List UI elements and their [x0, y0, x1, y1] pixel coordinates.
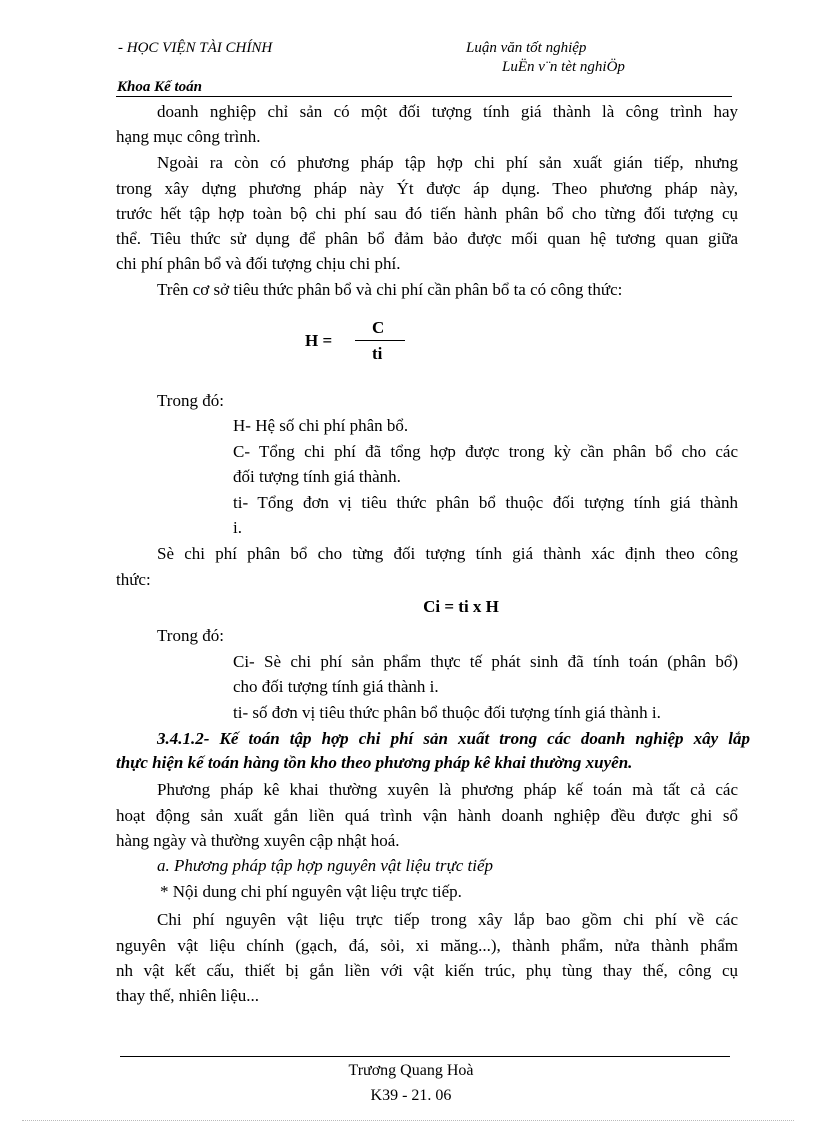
formula-ci: Ci = ti x H	[423, 597, 499, 616]
body-line: thay thế, nhiên liệu...	[116, 986, 260, 1005]
body-line: hạng mục công trình.	[116, 127, 261, 146]
body-line: Ci- Sè chi phí sản phẩm thực tế phát sinh đã tính toán (phân bổ)	[233, 652, 738, 671]
subheading: a. Phương pháp tập hợp nguyên vật liệu trực tiếp	[157, 856, 494, 875]
formula-h-lhs: H =	[305, 331, 333, 350]
header-doc-type: Luận văn tốt nghiệp	[466, 40, 587, 56]
body-line: ti- Tổng đơn vị tiêu thức phân bổ thuộc đối tượng tính giá thành	[233, 493, 738, 512]
body-line: Trên cơ sở tiêu thức phân bổ và chi phí cần phân bổ ta có công thức:	[157, 280, 623, 299]
body-line: nguyên vật liệu chính (gạch, đá, sỏi, xi măng...), thành phẩm, nửa thành phẩm	[116, 936, 738, 955]
body-line: Sè chi phí phân bổ cho từng đối tượng tính giá thành xác định theo công	[157, 544, 738, 563]
body-line: thức:	[116, 570, 151, 589]
body-line: trước hết tập hợp toàn bộ chi phí sau đó tiến hành phân bổ cho từng đối tượng cụ	[116, 204, 738, 223]
header-doc-type-garbled: LuËn v¨n tèt nghiÖp	[502, 59, 625, 75]
body-line: Phương pháp kê khai thường xuyên là phương pháp kế toán mà tất cả các	[157, 780, 738, 799]
section-heading: thực hiện kế toán hàng tồn kho theo phương pháp kê khai thường xuyên.	[116, 753, 633, 772]
page-bottom-border	[22, 1120, 794, 1121]
body-line: * Nội dung chi phí nguyên vật liệu trực tiếp.	[160, 882, 462, 901]
body-line: hoạt động sản xuất gắn liền quá trình vận hành doanh nghiệp đều được ghi sổ	[116, 806, 738, 825]
body-line: ti- số đơn vị tiêu thức phân bổ thuộc đối tượng tính giá thành i.	[233, 703, 661, 722]
body-line: chi phí phân bổ và đối tượng chịu chi phí.	[116, 254, 401, 273]
body-line: Trong đó:	[157, 391, 224, 410]
body-line: Ngoài ra còn có phương pháp tập hợp chi phí sản xuất gián tiếp, nhưng	[157, 153, 738, 172]
header-rule	[116, 96, 732, 97]
body-line: Trong đó:	[157, 626, 224, 645]
body-line: nh vật kết cấu, thiết bị gắn liền với vật kiến trúc, phụ tùng thay thế, công cụ	[116, 961, 738, 980]
body-line: hàng ngày và thường xuyên cập nhật hoá.	[116, 831, 400, 850]
body-line: trong xây dựng phương pháp này Ýt được áp dụng. Theo phương pháp này,	[116, 179, 738, 198]
formula-fraction-bar	[355, 340, 405, 341]
body-line: H- Hệ số chi phí phân bổ.	[233, 416, 409, 435]
header-institution: - HỌC VIỆN TÀI CHÍNH	[118, 40, 273, 56]
header-department: Khoa Kế toán	[117, 79, 203, 95]
body-line: Chi phí nguyên vật liệu trực tiếp trong xây lắp bao gồm chi phí về các	[157, 910, 738, 929]
footer-author: Trương Quang Hoà	[348, 1062, 474, 1079]
formula-h-numerator: C	[372, 318, 385, 337]
section-heading: 3.4.1.2- Kế toán tập hợp chi phí sản xuất trong các doanh nghiệp xây lắp	[157, 729, 750, 748]
footer-rule	[120, 1056, 730, 1057]
body-line: C- Tổng chi phí đã tổng hợp được trong kỳ cần phân bổ cho các	[233, 442, 738, 461]
body-line: cho đối tượng tính giá thành i.	[233, 677, 439, 696]
formula-h-denominator: ti	[372, 344, 383, 363]
footer-class-code: K39 - 21. 06	[370, 1087, 452, 1104]
body-line: doanh nghiệp chỉ sản có một đối tượng tính giá thành là công trình hay	[157, 102, 738, 121]
body-line: thể. Tiêu thức sử dụng để phân bổ đảm bảo được mối quan hệ tương quan giữa	[116, 229, 738, 248]
body-line: đối tượng tính giá thành.	[233, 467, 401, 486]
body-line: i.	[233, 518, 242, 537]
